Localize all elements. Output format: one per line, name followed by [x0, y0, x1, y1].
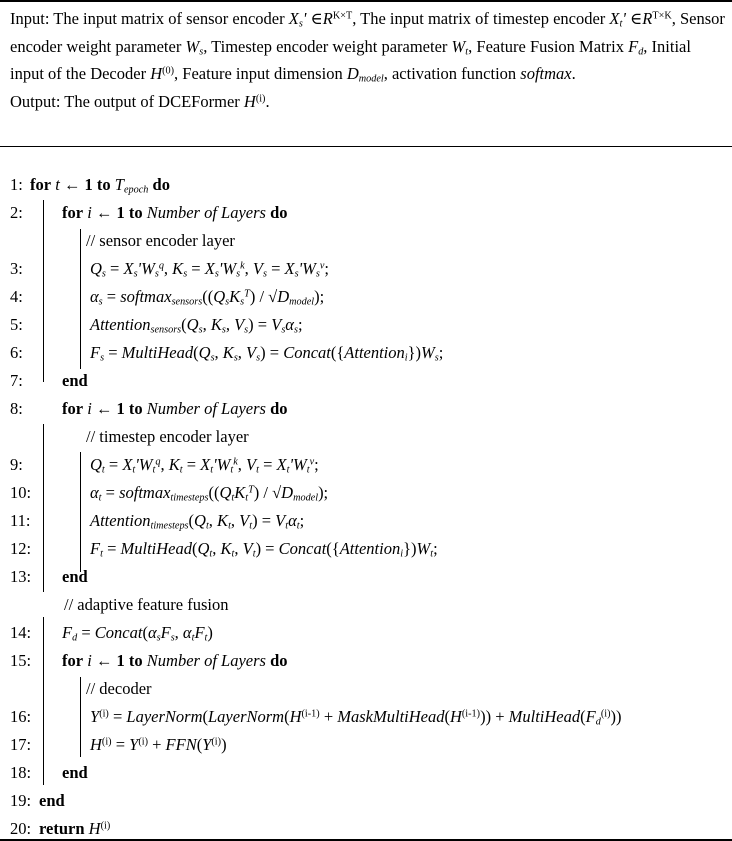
line-number: 1:: [10, 175, 23, 194]
input-text-2: Sensor encoder weight parameter: [10, 9, 725, 56]
input-label: Input: The input matrix of sensor encoder: [10, 9, 285, 28]
separator-line: [0, 146, 732, 147]
line-number: 17:: [10, 735, 32, 754]
line-number: 3:: [10, 259, 23, 278]
line-number: 8:: [10, 399, 23, 418]
line-number: 15:: [10, 651, 32, 670]
input-text-3: Timestep encoder weight parameter: [211, 36, 448, 56]
line-number: 20:: [10, 819, 32, 838]
line-number: 10:: [10, 483, 32, 502]
for-block-bar-middle: [43, 424, 44, 592]
line-number: 11:: [10, 511, 31, 530]
line-number: 7:: [10, 371, 23, 390]
line-number: 5:: [10, 315, 23, 334]
for-block-bar-outer: [43, 200, 44, 382]
line-number: 16:: [10, 707, 32, 726]
output-label: Output: The output of DCEFormer: [10, 91, 240, 111]
input-text-5: Initial input of the Decoder: [10, 36, 691, 84]
for-block-bar-sensor: [80, 229, 81, 369]
for-block-bar-lower: [43, 617, 44, 785]
line-number: 12:: [10, 539, 32, 558]
input-text-7: activation function: [391, 64, 517, 84]
line-number: 18:: [10, 763, 32, 782]
input-text-1: The input matrix of timestep encoder: [360, 9, 606, 28]
line-number: 14:: [10, 623, 32, 642]
algorithm-box: Input: The input matrix of sensor encoder $X_s'$ $\in R^{K\times T}$, The input matrix of timestep encoder $X_t'$ $\in R^{T\times K}$, Sensor encoder weight parameter $W_s$, Timestep encoder weight parameter $W_t$, Feature Fusion Matrix $F_d$, Initial input of the Decoder $H^{(0)}$, Feature input dimension $D_{model}$, activation function softmax. Output: The output of DCEFormer $H^{(i)}$. 1: for t ← 1 to $T_{epoch}$ do 2: for i ← 1 to Number of Layers do // sensor encoder layer 3: $Q_s = X_s'W_s^q$, $K_s = X_s'W_s^k$, $V_s = X_s'W_s^v$; 4: $\alpha_s$ = $softmax_{sensors}((Q_sK_s^T) / √D_{model})$; 5: $Attention_{sensors}(Q_s$, $K_s$, $V_s) = V_s\alpha_s$; 6: $F_s$ = $MultiHead(Q_s$, $K_s$, $V_s$) = $Concat(\{Attention_i\})W_s$; 7: end 8: for i ← 1 to Number of Layers do // timestep encoder layer 9: $Q_t = X_t'W_t^q$, $K_t = X_t'W_t^k$, $V_t = X_t'W_t^v$; 10: $\alpha_t$ = $softmax_{timesteps}((Q_tK_t^T) / √D_{model})$; 11: $Attention_{timesteps}(Q_t$, $K_t$, $V_t) = V_t\alpha_t$; 12: $F_t$ = $MultiHead(Q_t$, $K_t$, $V_t$) = $Concat(\{Attention_i\})W_t$; 13: end // adaptive feature fusion 14: $F_d$ = $Concat(\alpha_sF_s$, $\alpha_tF_t$) 15: for i ← 1 to Number of Layers do // decoder 16: $Y^{(i)}$ = $LayerNorm(LayerNorm(H^{(i-1)}$ + $MaskMultiHead(H^{(i-1)})$) + $MultiHead(F_d^{(i)})$) 17: $H^{(i)} = Y^{(i)} + FFN(Y^{(i)})$ 18: end 19: end 20: return $H^{(i)}$: [0, 0, 732, 841]
for-block-bar-timestep: [80, 452, 81, 572]
activation-name: softmax: [520, 64, 572, 84]
line-number: 4:: [10, 287, 23, 306]
line-number: 6:: [10, 343, 23, 362]
for-block-bar-decoder: [80, 677, 81, 757]
keyword-for: for: [30, 175, 52, 194]
line-number: 2:: [10, 203, 23, 222]
line-number: 13:: [10, 567, 32, 586]
line-number: 9:: [10, 455, 23, 474]
input-text-4: Feature Fusion Matrix: [476, 36, 624, 56]
line-number: 19:: [10, 791, 32, 810]
input-text-6: Feature input dimension: [182, 64, 343, 84]
algorithm-preamble: Input: The input matrix of sensor encoder $X_s'$ $\in R^{K\times T}$, The input matrix of timestep encoder $X_t'$ $\in R^{T\times K}$, Sensor encoder weight parameter $W_s$, Timestep encoder weight parameter $W_t$, Feature Fusion Matrix $F_d$, Initial input of the Decoder $H^{(0)}$, Feature input dimension $D_{model}$, activation function softmax. Output: The output of DCEFormer $H^{(i)}$.: [10, 9, 725, 111]
